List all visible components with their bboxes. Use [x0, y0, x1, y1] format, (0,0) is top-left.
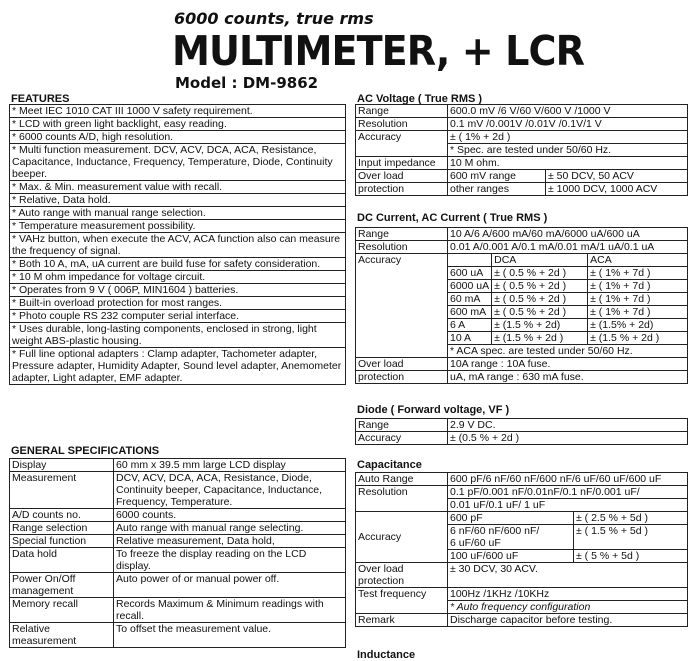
dca-heading: DC Current, AC Current ( True RMS ) — [357, 212, 548, 224]
feature-item: * Max. & Min. measurement value with recall. — [10, 181, 346, 194]
features-table — [9, 104, 346, 385]
label: Range — [356, 419, 448, 432]
value: 10A range : 10A fuse. — [448, 358, 688, 371]
value: 600 mV range — [448, 170, 546, 183]
cell: ± ( 0.5 % + 2d ) — [492, 267, 588, 280]
label: Resolution — [356, 486, 448, 512]
feature-item: * Both 10 A, mA, uA current are build fuse for safety consideration. — [10, 258, 346, 271]
feature-item: * Multi function measurement. DCV, ACV, DCA, ACA, Resistance, Capacitance, Inductance, Frequency, Temperature, Diode, Continuity beeper. — [10, 144, 346, 181]
label: Remark — [356, 614, 448, 627]
model-label: Model : DM-9862 — [175, 74, 319, 92]
label: Range — [356, 105, 448, 118]
value: 10 A/6 A/600 mA/60 mA/6000 uA/600 uA — [448, 228, 688, 241]
cell: 100 uF/600 uF — [448, 550, 574, 563]
feature-item: * Temperature measurement possibility. — [10, 220, 346, 233]
acv-heading: AC Voltage ( True RMS ) — [357, 93, 483, 105]
spec-label: Special function — [10, 535, 114, 548]
cell: ± ( 2.5 % + 5d ) — [574, 512, 688, 525]
value: ± ( 1% + 2d ) — [448, 131, 688, 144]
cell: ± (1.5 % + 2d ) — [588, 332, 688, 345]
feature-item: * Full line optional adapters : Clamp adapter, Tachometer adapter, Pressure adapter, Humidity Adapter, Sound level adapter, Anemometer adapter, Light adapter, EMF adapter. — [10, 348, 346, 385]
label: Over load — [356, 358, 448, 371]
tagline: 6000 counts, true rms — [174, 9, 374, 28]
spec-label: Display — [10, 459, 114, 472]
features-heading: FEATURES — [11, 93, 70, 105]
cell: 10 A — [448, 332, 492, 345]
label: Auto Range — [356, 473, 448, 486]
value: 600 pF/6 nF/60 nF/600 nF/6 uF/60 uF/600 uF — [448, 473, 688, 486]
spec-label: A/D counts no. — [10, 509, 114, 522]
cell: 600 uA — [448, 267, 492, 280]
value: 0.1 pF/0.001 nF/0.01nF/0.1 nF/0.001 uF/ — [448, 486, 688, 499]
page-title: MULTIMETER, + LCR — [172, 27, 585, 75]
cell: 6 nF/60 nF/600 nF/ — [448, 525, 574, 538]
feature-item: * 10 M ohm impedance for voltage circuit. — [10, 271, 346, 284]
spec-label: Range selection — [10, 522, 114, 535]
note: * ACA spec. are tested under 50/60 Hz. — [448, 345, 688, 358]
label: Accuracy — [356, 131, 448, 157]
cell: ± (1.5 % + 2d ) — [492, 332, 588, 345]
value: Discharge capacitor before testing. — [448, 614, 688, 627]
label: Accuracy — [356, 512, 448, 563]
label: Accuracy — [356, 254, 448, 358]
feature-item: * Meet IEC 1010 CAT III 1000 V safety requirement. — [10, 105, 346, 118]
label: protection — [356, 575, 448, 588]
label: Over load — [356, 563, 448, 576]
value: 0.1 mV /0.001V /0.01V /0.1V/1 V — [448, 118, 688, 131]
value: ± 50 DCV, 50 ACV — [546, 170, 688, 183]
cell: ± (1.5 % + 2d) — [492, 319, 588, 332]
value: 2.9 V DC. — [448, 419, 688, 432]
feature-item: * Operates from 9 V ( 006P, MIN1604 ) batteries. — [10, 284, 346, 297]
value: other ranges — [448, 183, 546, 196]
diode-table — [355, 418, 688, 445]
acv-table — [355, 104, 688, 196]
value: 10 M ohm. — [448, 157, 688, 170]
cell: ± ( 1% + 7d ) — [588, 293, 688, 306]
spec-value: 6000 counts. — [114, 509, 346, 522]
dca-table — [355, 227, 688, 384]
cell: ± (1.5% + 2d) — [588, 319, 688, 332]
cell: 6 A — [448, 319, 492, 332]
inductance-heading: Inductance — [357, 649, 416, 661]
value: 100Hz /1KHz /10KHz — [448, 588, 688, 601]
spec-label: Measurement — [10, 472, 114, 509]
label: Accuracy — [356, 432, 448, 445]
label: Test frequency — [356, 588, 448, 614]
general-table — [9, 458, 346, 648]
value: 0.01 uF/0.1 uF/ 1 uF — [448, 499, 688, 512]
spec-value: Relative measurement, Data hold, — [114, 535, 346, 548]
label: Resolution — [356, 118, 448, 131]
cell: ± ( 1% + 7d ) — [588, 267, 688, 280]
cell: ± ( 0.5 % + 2d ) — [492, 280, 588, 293]
feature-item: * VAHz button, when execute the ACV, ACA function also can measure the frequency of signal. — [10, 233, 346, 258]
cell: ± ( 0.5 % + 2d ) — [492, 293, 588, 306]
cell: 600 mA — [448, 306, 492, 319]
spec-value: 60 mm x 39.5 mm large LCD display — [114, 459, 346, 472]
value: ± 30 DCV, 30 ACV. — [448, 563, 688, 588]
value: ± 1000 DCV, 1000 ACV — [546, 183, 688, 196]
spec-label: Data hold — [10, 548, 114, 573]
spec-label: Relative measurement — [10, 623, 114, 648]
note: * Spec. are tested under 50/60 Hz. — [448, 144, 688, 157]
cell: ± ( 1% + 7d ) — [588, 280, 688, 293]
label: Over load — [356, 170, 448, 183]
value: ± (0.5 % + 2d ) — [448, 432, 688, 445]
col-header: DCA — [492, 254, 588, 267]
note: * Auto frequency configuration — [448, 601, 688, 614]
feature-item: * Built-in overload protection for most ranges. — [10, 297, 346, 310]
cell: ± ( 1.5 % + 5d ) — [574, 525, 688, 550]
value: 0.01 A/0.001 A/0.1 mA/0.01 mA/1 uA/0.1 uA — [448, 241, 688, 254]
cell: 60 mA — [448, 293, 492, 306]
cell: ± ( 1% + 7d ) — [588, 306, 688, 319]
feature-item: * Relative, Data hold. — [10, 194, 346, 207]
label: protection — [356, 183, 448, 196]
feature-item: * 6000 counts A/D, high resolution. — [10, 131, 346, 144]
spec-value: To offset the measurement value. — [114, 623, 346, 648]
col-header: ACA — [588, 254, 688, 267]
general-heading: GENERAL SPECIFICATIONS — [11, 445, 160, 457]
cell: ± ( 5 % + 5d ) — [574, 550, 688, 563]
spec-value: Records Maximum & Minimum readings with recall. — [114, 598, 346, 623]
cell: ± ( 0.5 % + 2d ) — [492, 306, 588, 319]
cell: 6 uF/60 uF — [448, 537, 574, 550]
spec-label: Memory recall — [10, 598, 114, 623]
cell: 6000 uA — [448, 280, 492, 293]
value: uA, mA range : 630 mA fuse. — [448, 371, 688, 384]
feature-item: * Auto range with manual range selection. — [10, 207, 346, 220]
value: 600.0 mV /6 V/60 V/600 V /1000 V — [448, 105, 688, 118]
spec-value: Auto range with manual range selecting. — [114, 522, 346, 535]
label: protection — [356, 371, 448, 384]
feature-item: * Photo couple RS 232 computer serial interface. — [10, 310, 346, 323]
spec-value: DCV, ACV, DCA, ACA, Resistance, Diode, Continuity beeper, Capacitance, Inductance, Frequency, Temperature. — [114, 472, 346, 509]
spec-value: To freeze the display reading on the LCD display. — [114, 548, 346, 573]
label: Resolution — [356, 241, 448, 254]
cell: 600 pF — [448, 512, 574, 525]
diode-heading: Diode ( Forward voltage, VF ) — [357, 404, 510, 416]
label: Range — [356, 228, 448, 241]
spec-label: Power On/Off management — [10, 573, 114, 598]
spec-value: Auto power of or manual power off. — [114, 573, 346, 598]
cell — [448, 254, 492, 267]
cap-table — [355, 472, 688, 627]
cap-heading: Capacitance — [357, 459, 422, 471]
label: Input impedance — [356, 157, 448, 170]
feature-item: * LCD with green light backlight, easy reading. — [10, 118, 346, 131]
feature-item: * Uses durable, long-lasting components, enclosed in strong, light weight ABS-plastic housing. — [10, 323, 346, 348]
